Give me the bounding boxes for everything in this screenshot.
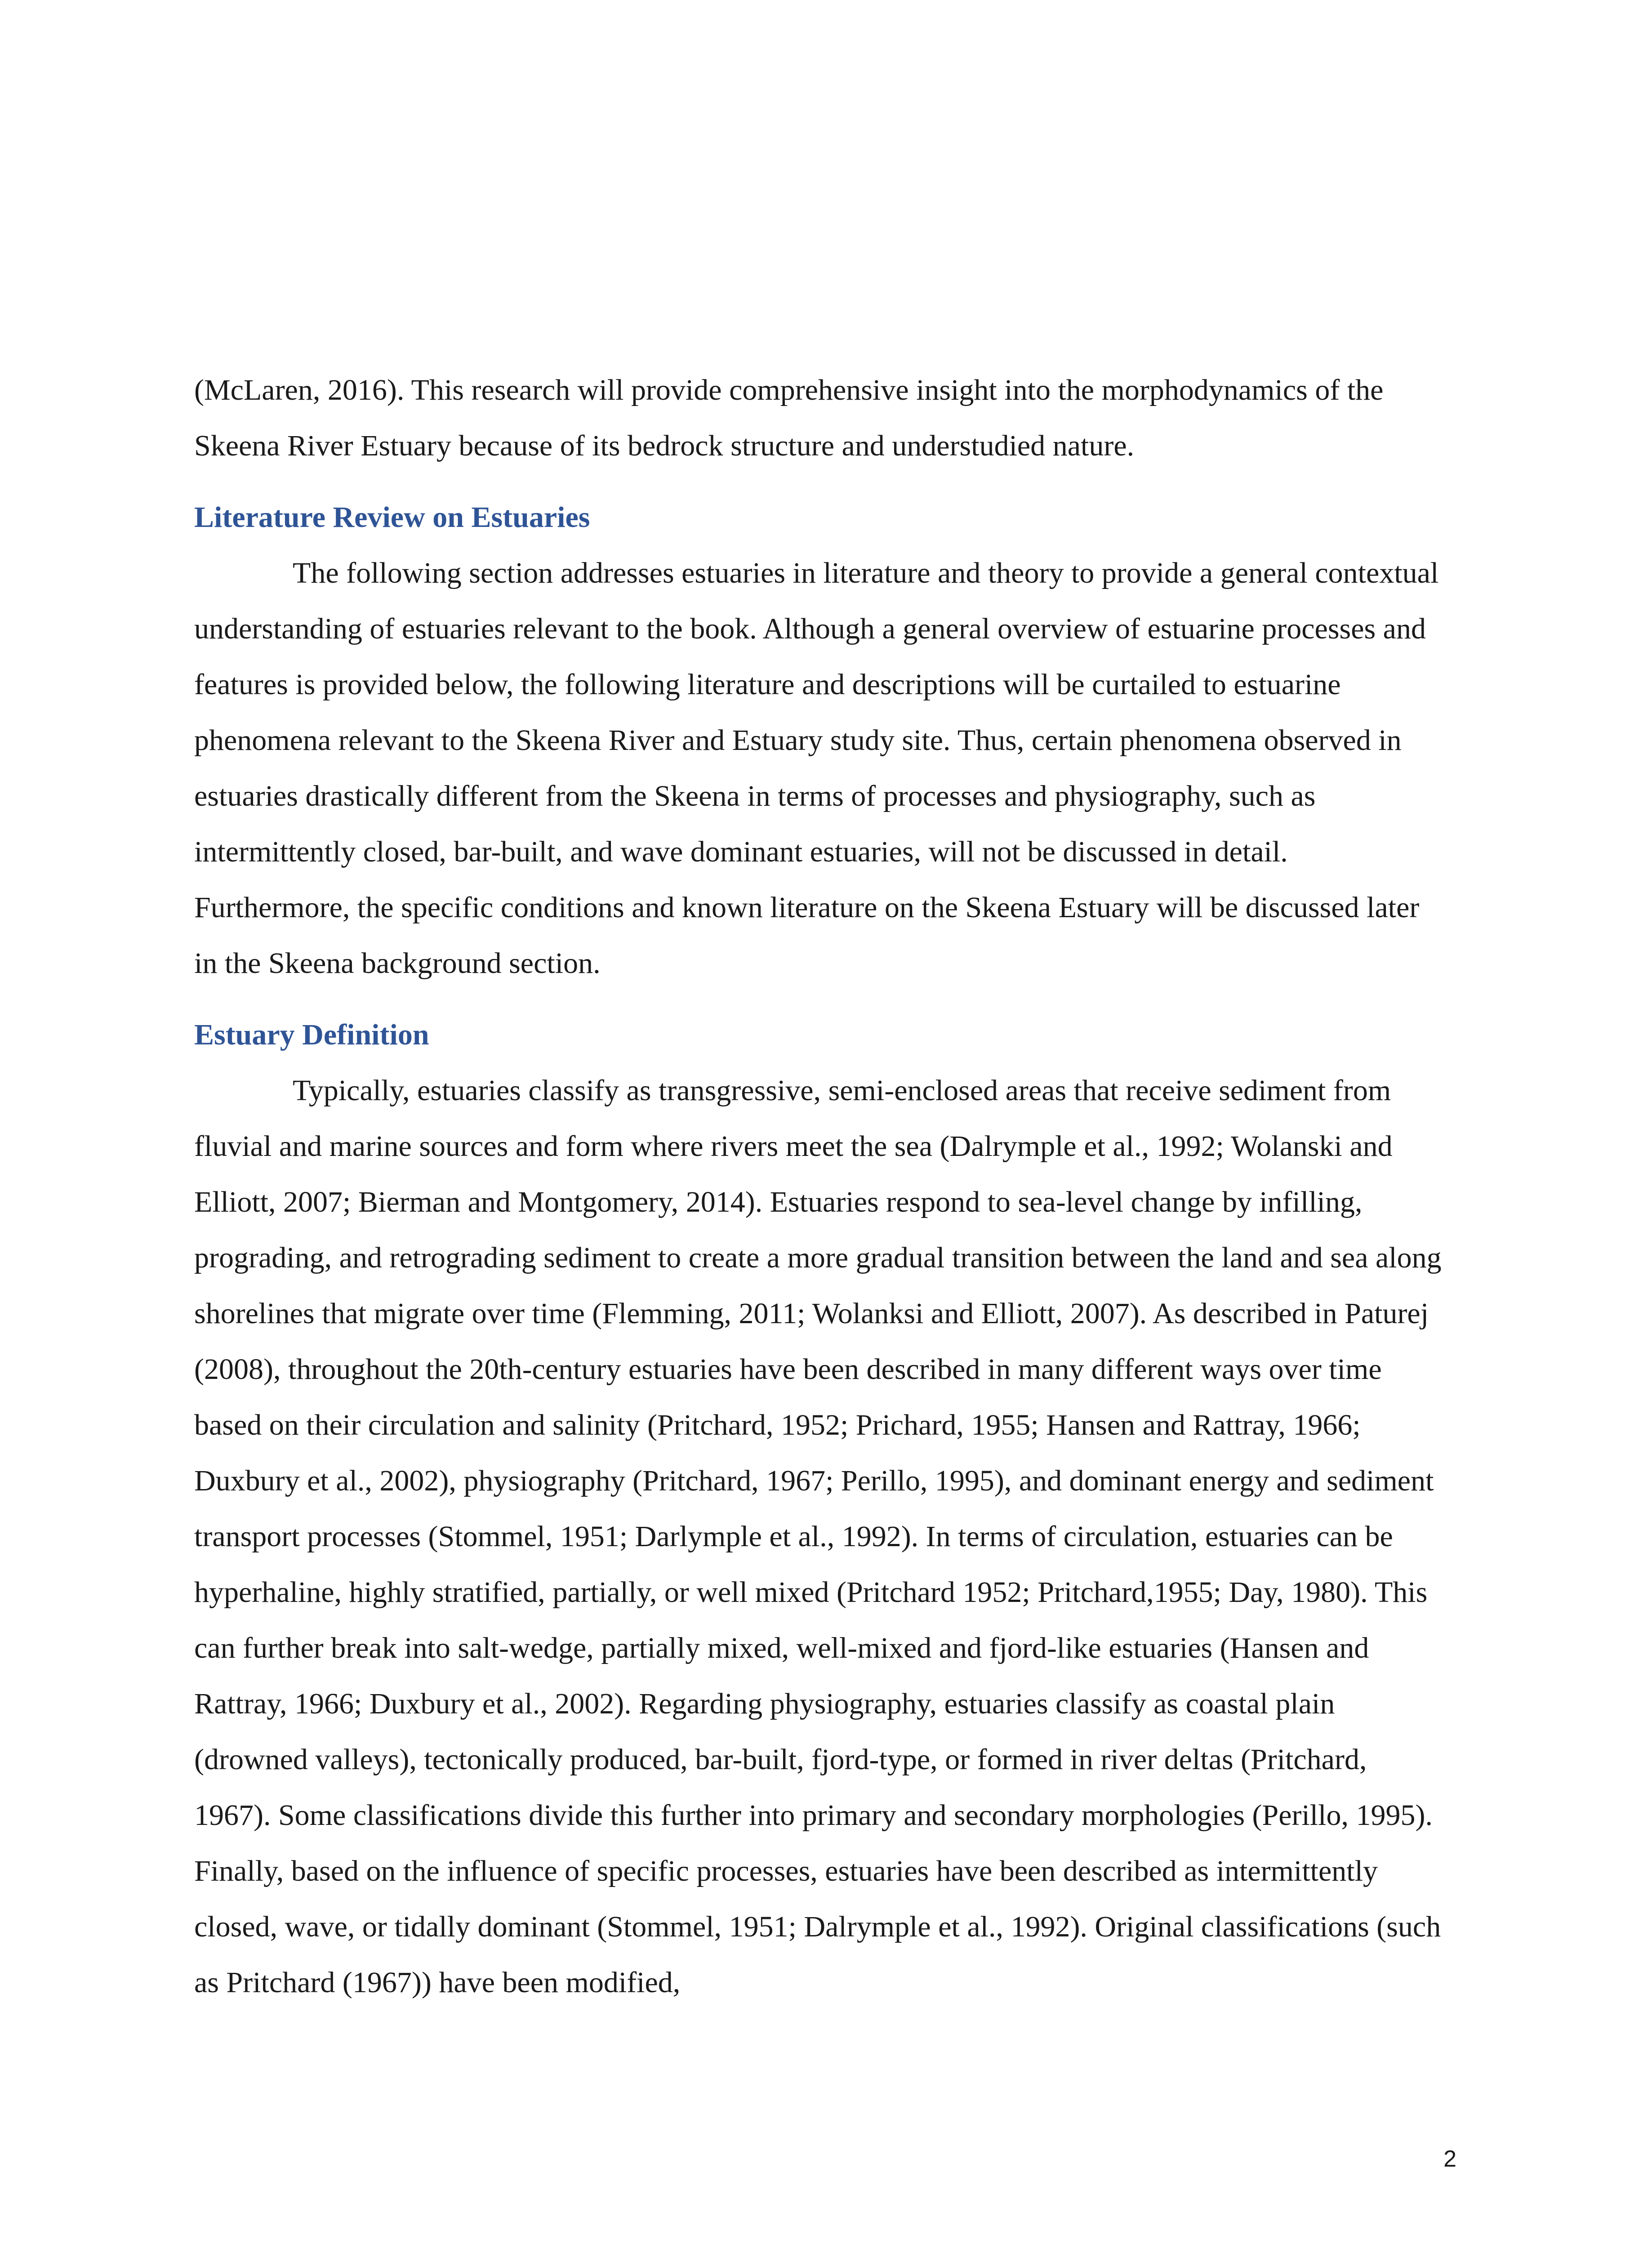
page-body — [194, 362, 1444, 2011]
page-number: 2 — [1443, 2146, 1456, 2172]
paragraph-estuary-definition: Typically, estuaries classify as transgressive, semi-enclosed areas that receive sediment from fluvial and marine sources and form where rivers meet the sea (Dalrymple et al., 1992; Wolanski and Elliott, 2007; Bierman and Montgomery, 2014). Estuaries respond to sea-level change by infilling, prograding, and retrograding sediment to create a more gradual transition between the land and sea along shorelines that migrate over time (Flemming, 2011; Wolanksi and Elliott, 2007). As described in Paturej (2008), throughout the 20th-century estuaries have been described in many different ways over time based on their circulation and salinity (Pritchard, 1952; Prichard, 1955; Hansen and Rattray, 1966; Duxbury et al., 2002), physiography (Pritchard, 1967; Perillo, 1995), and dominant energy and sediment transport processes (Stommel, 1951; Darlymple et al., 1992). In terms of circulation, estuaries can be hyperhaline, highly stratified, partially, or well mixed (Pritchard 1952; Pritchard,1955; Day, 1980). This can further break into salt-wedge, partially mixed, well-mixed and fjord-like estuaries (Hansen and Rattray, 1966; Duxbury et al., 2002). Regarding physiography, estuaries classify as coastal plain (drowned valleys), tectonically produced, bar-built, fjord-type, or formed in river deltas (Pritchard, 1967). Some classifications divide this further into primary and secondary morphologies (Perillo, 1995). Finally, based on the influence of specific processes, estuaries have been described as intermittently closed, wave, or tidally dominant (Stommel, 1951; Dalrymple et al., 1992). Original classifications (such as Pritchard (1967)) have been modified, — [194, 1074, 1442, 1999]
paragraph-literature-review: The following section addresses estuaries in literature and theory to provide a general contextual understanding of estuaries relevant to the book. Although a general overview of estuarine processes and features is provided below, the following literature and descriptions will be curtailed to estuarine phenomena relevant to the Skeena River and Estuary study site. Thus, certain phenomena observed in estuaries drastically different from the Skeena in terms of processes and physiography, such as intermittently closed, bar-built, and wave dominant estuaries, will not be discussed in detail. Furthermore, the specific conditions and known literature on the Skeena Estuary will be discussed later in the Skeena background section. — [194, 557, 1439, 980]
paragraph-intro-continuation: (McLaren, 2016). This research will provide comprehensive insight into the morphodynamics of the Skeena River Estuary because of its bedrock structure and understudied nature. — [194, 374, 1384, 462]
heading-literature-review: Literature Review on Estuaries — [194, 501, 590, 534]
heading-estuary-definition: Estuary Definition — [194, 1018, 429, 1051]
